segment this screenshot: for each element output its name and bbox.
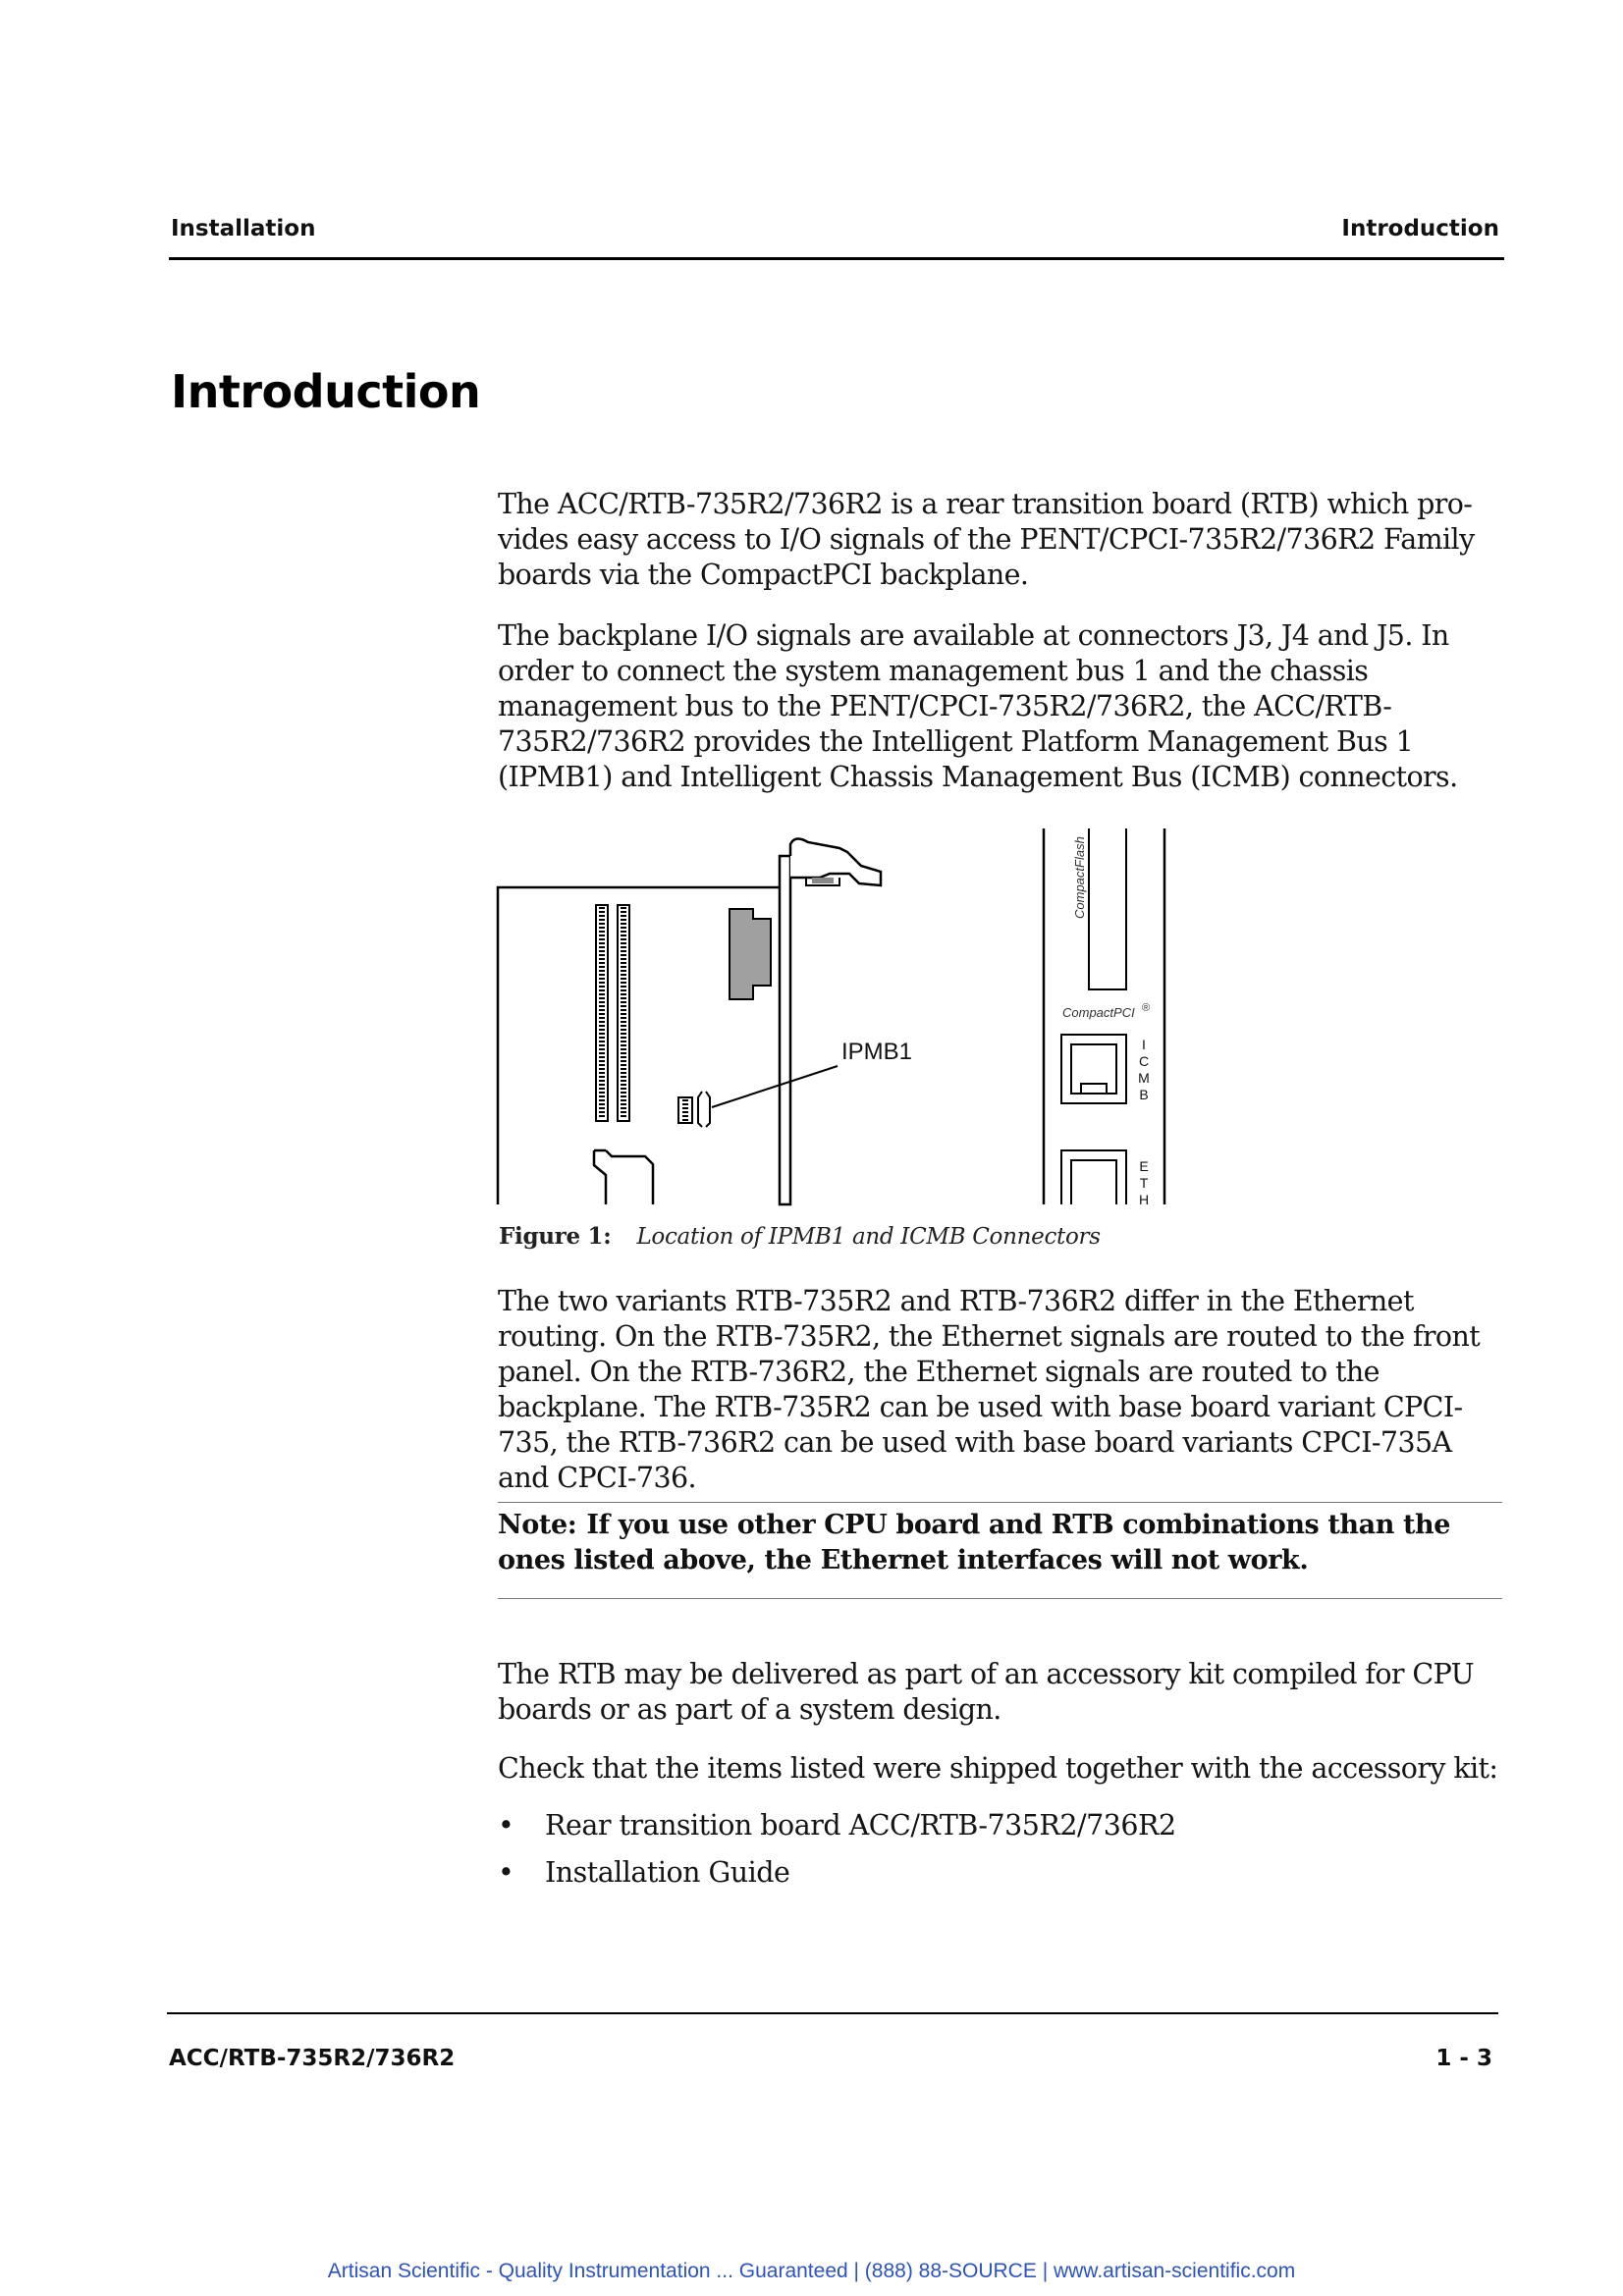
ipmb1-label: IPMB1 [841, 1039, 913, 1065]
icmb-letter-3: M [1138, 1070, 1150, 1086]
eth-letter-1: E [1139, 1158, 1149, 1174]
figure-caption [499, 1223, 1101, 1250]
footer-page-number: 1 - 3 [1435, 2046, 1492, 2071]
figure-caption-title: Location of IPMB1 and ICMB Connectors [636, 1224, 1101, 1250]
note-prefix: Note: [498, 1510, 577, 1540]
eth-letter-2: T [1139, 1175, 1149, 1191]
note-text: If you use other CPU board and RTB combinations than the ones listed above, the Ethernet interfaces will not work. [498, 1510, 1451, 1575]
variants-paragraph: The two variants RTB-735R2 and RTB-736R2 differ in the Ethernet routing. On the RTB-735R2, the Ethernet signals are routed to the front panel. On the RTB-736R2, the Ethernet signals are routed to the backplane. The RTB-735R2 can be used with base board variant CPCI-735, the RTB-736R2 can be used with base board variants CPCI-735A and CPCI-736. [498, 1285, 1481, 1494]
note-rule-top [498, 1502, 1502, 1503]
delivery-paragraph: The RTB may be delivered as part of an accessory kit compiled for CPU boards or as part of a system design. [498, 1658, 1475, 1726]
list-item [498, 1802, 1176, 1849]
eth-letter-3: H [1138, 1192, 1150, 1207]
running-header-right: Introduction [1341, 216, 1499, 241]
registered-mark: ® [1142, 1002, 1151, 1014]
compactflash-label: CompactFlash [1072, 836, 1087, 919]
bullet: • [498, 1809, 514, 1842]
list-item-text: Installation Guide [545, 1856, 790, 1889]
list-item-text: Rear transition board ACC/RTB-735R2/736R2 [545, 1809, 1176, 1842]
footer-document-id: ACC/RTB-735R2/736R2 [169, 2046, 456, 2071]
note-block [498, 1508, 1504, 1578]
icmb-letter-4: B [1139, 1087, 1149, 1102]
compactpci-label: CompactPCI [1062, 1005, 1135, 1020]
shipped-items-list [498, 1802, 1176, 1896]
footer-rule [167, 2012, 1498, 2014]
icmb-letter-2: C [1138, 1053, 1150, 1069]
figure-caption-label: Figure 1: [499, 1223, 612, 1250]
intro-paragraph-1: The ACC/RTB-735R2/736R2 is a rear transition board (RTB) which pro-vides easy access to I/O signals of the PENT/CPCI-735R2/736R2 Family boards via the CompactPCI backplane. [498, 488, 1475, 591]
checklist-intro: Check that the items listed were shipped together with the accessory kit: [498, 1752, 1498, 1785]
page-title: Introduction [171, 365, 481, 418]
connector-location-figure [496, 827, 1183, 1209]
pin-header-strip-1 [596, 905, 608, 1121]
board-drawing [496, 827, 1183, 1209]
note-rule-bottom [498, 1598, 1502, 1599]
intro-paragraph-2: The backplane I/O signals are available at connectors J3, J4 and J5. In order to connect the system management bus 1 and the chassis management bus to the PENT/CPCI-735R2/736R2, the ACC/RTB-735R2/736R2 provides the Intelligent Platform Management Bus 1 (IPMB1) and Intelligent Chassis Management Bus (ICMB) connectors. [498, 619, 1458, 793]
pin-header-strip-2 [618, 905, 629, 1121]
running-header-left: Installation [171, 216, 316, 241]
icmb-letter-1: I [1142, 1037, 1146, 1052]
list-item [498, 1849, 1176, 1896]
header-rule [169, 257, 1504, 260]
bullet: • [498, 1856, 514, 1889]
source-banner: Artisan Scientific - Quality Instrumentation ... Guaranteed | (888) 88-SOURCE | www.artisan-scientific.com [327, 2260, 1296, 2282]
